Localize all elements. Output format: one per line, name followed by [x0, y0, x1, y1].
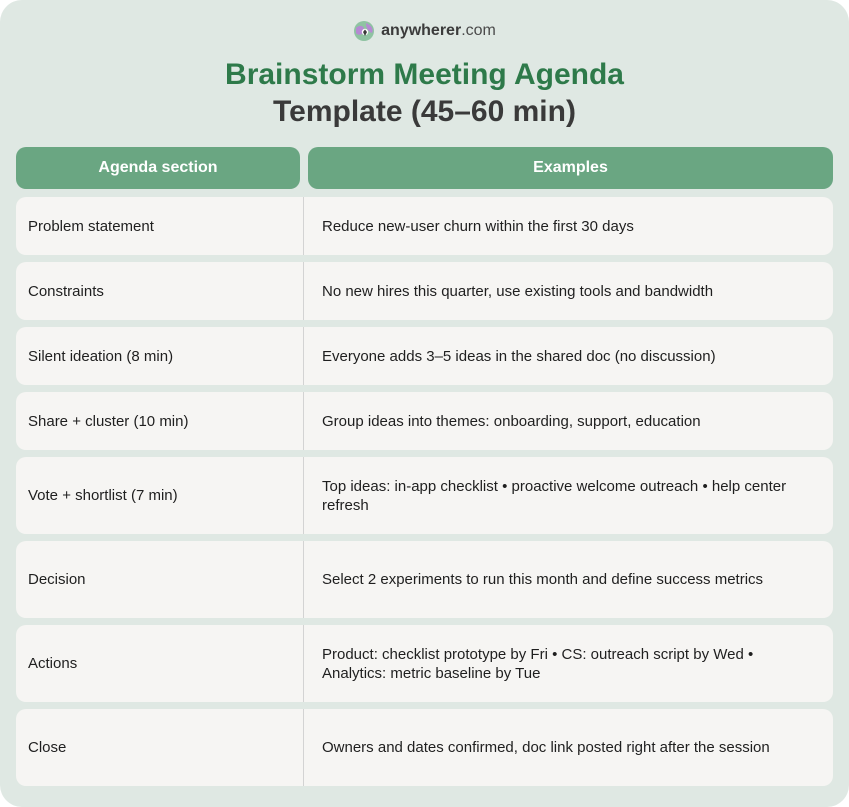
brand-name: anywherer.com: [381, 22, 496, 39]
table-row: [16, 541, 833, 618]
example-cell: Everyone adds 3–5 ideas in the shared doc (no discussion): [322, 347, 716, 365]
column-header-examples: Examples: [308, 147, 833, 189]
agenda-section-cell: Share + cluster (10 min): [28, 412, 189, 430]
column-header-section: Agenda section: [16, 147, 300, 189]
column-divider: [303, 392, 304, 450]
example-cell: Top ideas: in-app checklist • proactive welcome outreach • help center refresh: [322, 477, 787, 514]
agenda-section-cell: Close: [28, 739, 67, 756]
table-row: [16, 709, 833, 786]
agenda-section-cell: Actions: [28, 655, 78, 672]
agenda-section-cell: Vote + shortlist (7 min): [28, 487, 178, 504]
table-row: [16, 327, 833, 385]
agenda-section-cell: Decision: [28, 571, 86, 588]
column-divider: [303, 541, 304, 618]
column-divider: [303, 457, 304, 534]
column-divider: [303, 625, 304, 702]
agenda-section-cell: Problem statement: [28, 217, 154, 235]
agenda-section-cell: Constraints: [28, 282, 104, 300]
column-divider: [303, 327, 304, 385]
example-cell: Owners and dates confirmed, doc link posted right after the session: [322, 739, 770, 756]
table-row: [16, 262, 833, 320]
example-cell: Select 2 experiments to run this month and define success metrics: [322, 571, 764, 588]
column-divider: [303, 709, 304, 786]
example-cell: No new hires this quarter, use existing tools and bandwidth: [322, 282, 714, 300]
table-row: [16, 392, 833, 450]
example-cell: Reduce new-user churn within the first 30 days: [322, 217, 634, 235]
column-divider: [303, 197, 304, 255]
column-divider: [303, 262, 304, 320]
page-title: Brainstorm Meeting Agenda: [225, 58, 624, 91]
table-row: [16, 457, 833, 534]
table-row: [16, 197, 833, 255]
table-row: [16, 625, 833, 702]
agenda-section-cell: Silent ideation (8 min): [28, 347, 174, 365]
example-cell: Group ideas into themes: onboarding, support, education: [322, 412, 701, 430]
example-cell: Product: checklist prototype by Fri • CS: outreach script by Wed • Analytics: metric baseline by Tue: [322, 645, 754, 682]
page-subtitle: Template (45–60 min): [273, 95, 576, 128]
globe-logo-icon: [353, 20, 375, 42]
brand-header[interactable]: [0, 20, 849, 42]
